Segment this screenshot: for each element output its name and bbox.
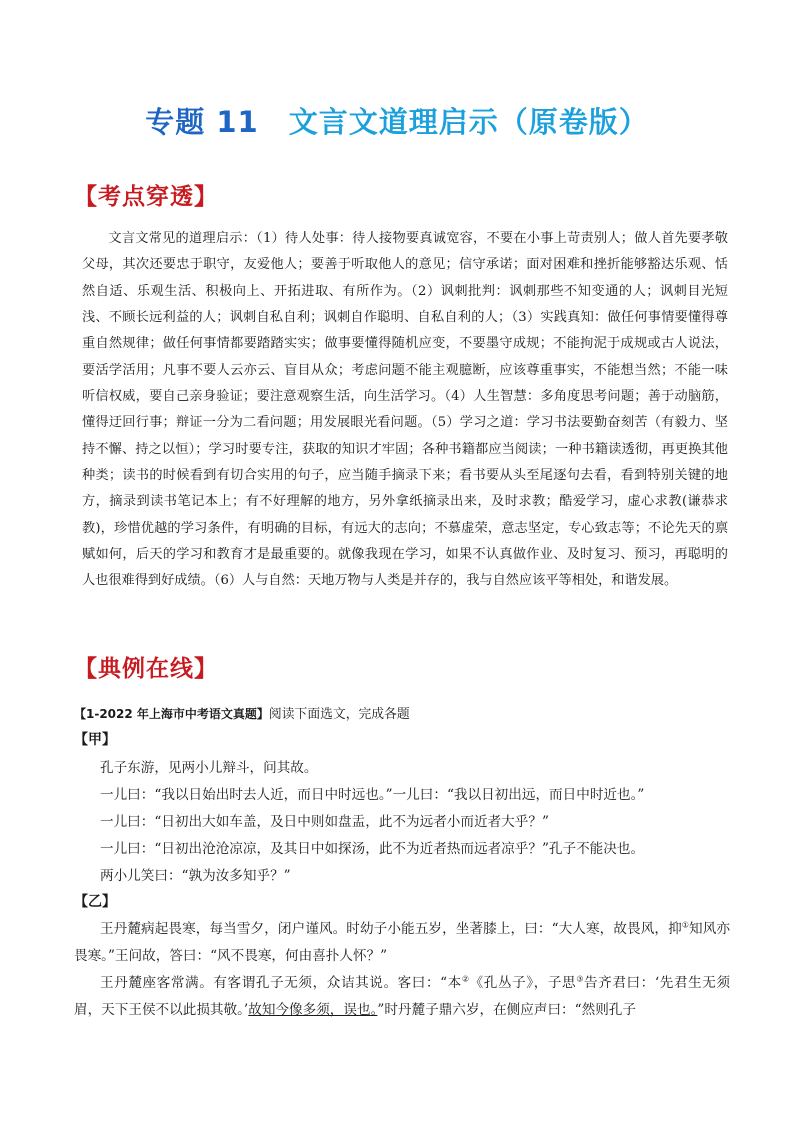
yi-paragraph-2 bbox=[74, 970, 730, 1023]
section-heading-kaodian: 【考点穿透】 bbox=[74, 184, 218, 210]
yi-p2-text-a: 王丹麓座客常满。有客谓孔子无须，众诘其说。客曰：“本 bbox=[100, 975, 462, 991]
footnote-marker-1: ① bbox=[681, 920, 690, 930]
jia-line-5: 两小儿笑曰：“孰为汝多知乎？” bbox=[100, 868, 291, 884]
jia-line-2: 一儿曰：“我以日始出时去人近，而日中时远也。”一儿曰：“我以日初出远，而日中时近也。” bbox=[100, 787, 645, 803]
jia-line-1: 孔子东游，见两小儿辩斗，问其故。 bbox=[100, 760, 318, 776]
title-main: 文言文道理启示（原卷版） bbox=[288, 105, 649, 139]
source-instruction: 阅读下面选文，完成各题 bbox=[268, 707, 410, 722]
yi-p1-text-b: 知风亦畏寒。”王问故，答曰：“风不畏寒，何由喜扑人怀？” bbox=[74, 921, 731, 964]
passage-yi-mark: 【乙】 bbox=[74, 894, 116, 910]
intro-paragraph: 文言文常见的道理启示：（1）待人处事：待人接物要真诚宽容，不要在小事上苛责别人；做人首先要孝敬父母，其次还要忠于职守，友爱他人；要善于听取他人的意见；信守承诺；面对困难和挫折能够豁达乐观、恬然自适、乐观生活、积极向上、开拓进取、有所作为。（2）讽刺批判：讽刺那些不知变通的人；讽刺目光短浅、不顾长远利益的人；讽刺自私自利；讽刺自作聪明、自私自利的人；（3）实践真知：做任何事情要懂得尊重自然规律；做任何事情都要踏踏实实；做事要懂得随机应变，不要墨守成规；不能拘泥于成规或古人说法，要活学活用；凡事不要人云亦云、盲目从众；考虑问题不能主观臆断，应该尊重事实，不能想当然；不能一味听信权威，要自己亲身验证；要注意观察生活，向生活学习。（4）人生智慧：多角度思考问题；善于动脑筋，懂得迂回行事；辩证一分为二看问题；用发展眼光看问题。（5）学习之道：学习书法要勤奋刻苦（有毅力、坚持不懈、持之以恒）；学习时要专注，获取的知识才牢固；各种书籍都应当阅读；一种书籍读透彻，再更换其他种类；读书的时候看到有切合实用的句子，应当随手摘录下来；看书要从头至尾逐句去看，看到特别关键的地方，摘录到读书笔记本上；有不好理解的地方，另外拿纸摘录出来，及时求教；酷爱学习，虚心求教(谦恭求教)，珍惜优越的学习条件，有明确的目标，有远大的志向；不慕虚荣，意志坚定，专心致志等；不论先天的禀赋如何，后天的学习和教育才是最重要的。就像我现在学习，如果不认真做作业、及时复习、预习，再聪明的人也很难得到好成绩。（6）人与自然：天地万物与人类是并存的，我与自然应该平等相处，和谐发展。 bbox=[82, 231, 728, 589]
page-title bbox=[0, 100, 794, 141]
jia-line-3: 一儿曰：“日初出大如车盖，及日中则如盘盂，此不为远者小而近者大乎？” bbox=[100, 814, 549, 830]
title-number: 专题 11 bbox=[145, 105, 259, 139]
footnote-marker-3: ③ bbox=[576, 974, 584, 984]
yi-p2-text-b: 《孔丛子》，子思 bbox=[469, 975, 577, 991]
jia-line-4: 一儿曰：“日初出沧沧凉凉，及其日中如探汤，此不为近者热而远者凉乎？”孔子不能决也。 bbox=[100, 841, 645, 857]
yi-paragraph-1 bbox=[74, 916, 730, 969]
section-heading-dianli: 【典例在线】 bbox=[74, 656, 218, 682]
example-source bbox=[74, 703, 410, 722]
yi-p2-text-d: ”时丹麓子鼎六岁，在侧应声曰：“然则孔子 bbox=[377, 1001, 636, 1018]
source-tag: 【1-2022 年上海市中考语文真题】 bbox=[74, 707, 269, 721]
footnote-marker-2: ② bbox=[461, 974, 470, 984]
underlined-sentence: 故知今像多须，误也。 bbox=[248, 1001, 378, 1018]
yi-p1-text-a: 王丹麓病起畏寒，每当雪夕，闭户谨风。时幼子小能五岁，坐著膝上，曰：“大人寒，故畏风，抑 bbox=[100, 921, 682, 937]
yi-p2-text-c: 告齐君曰：‘先君生无须眉，天下王侯不以此损其敬。’ bbox=[74, 975, 731, 1018]
passage-jia-mark: 【甲】 bbox=[74, 732, 116, 748]
